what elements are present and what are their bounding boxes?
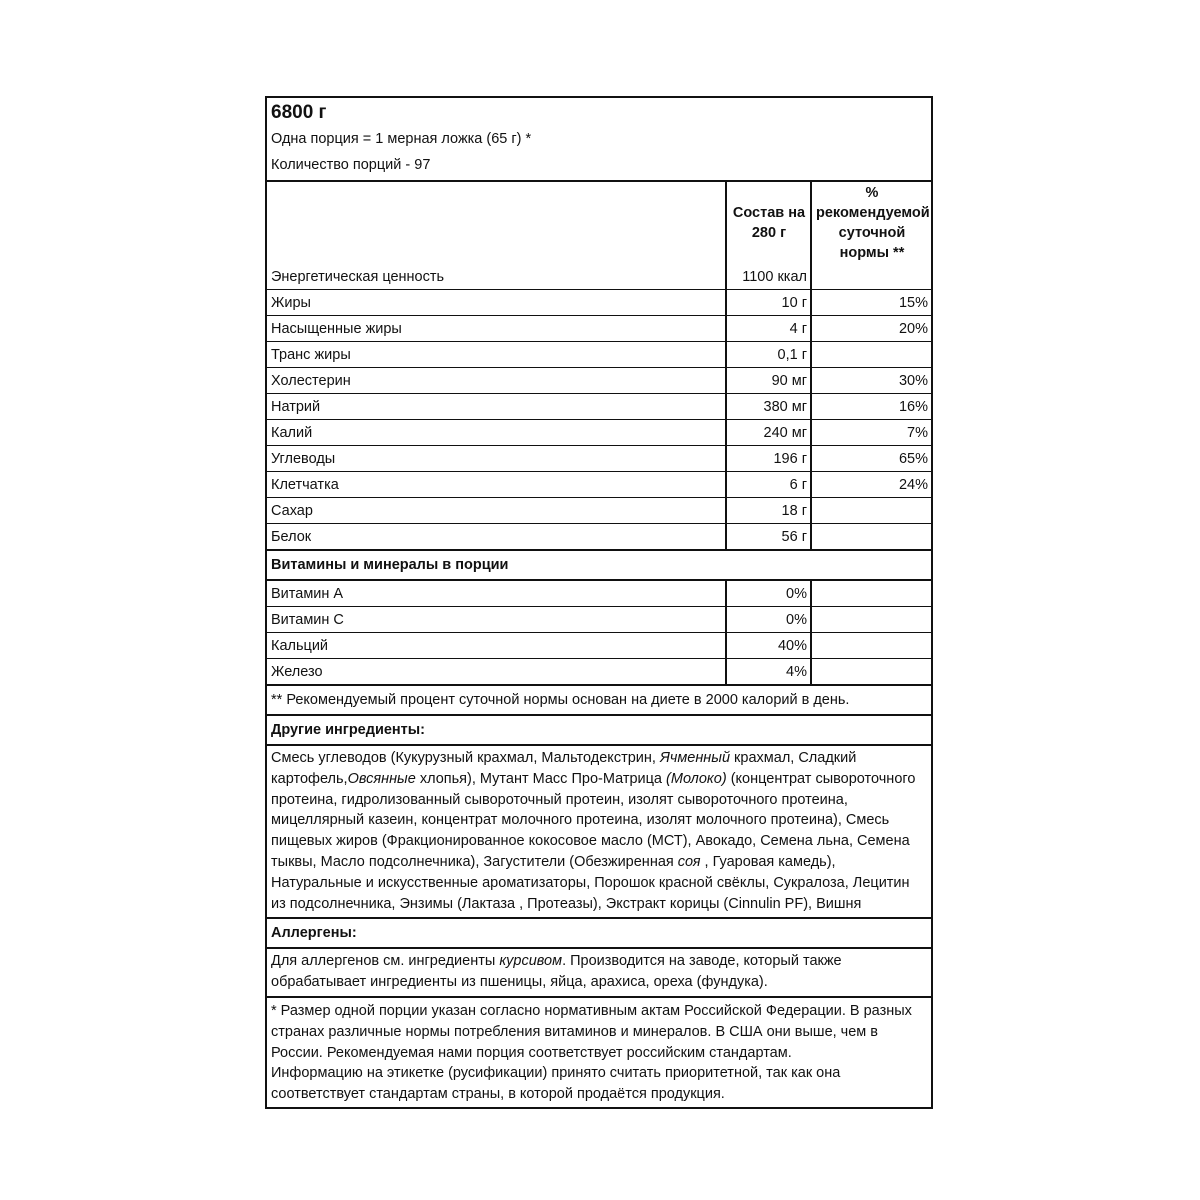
row-amount: 6 г bbox=[726, 472, 811, 498]
label-header bbox=[267, 98, 931, 180]
text-segment: Для аллергенов см. ингредиенты bbox=[271, 953, 500, 970]
vitamins-title: Витамины и минералы в порции bbox=[267, 549, 931, 579]
nutrition-label bbox=[265, 96, 933, 1109]
nutrients-section bbox=[267, 180, 931, 549]
row-name: Натрий bbox=[267, 394, 726, 420]
row-amount: 56 г bbox=[726, 524, 811, 550]
table-row bbox=[267, 472, 931, 498]
italic-allergen-text: (Молоко) bbox=[666, 770, 727, 787]
row-amount: 4% bbox=[726, 659, 811, 685]
row-name: Жиры bbox=[267, 290, 726, 316]
table-row bbox=[267, 607, 931, 633]
row-dv bbox=[811, 524, 931, 550]
table-row bbox=[267, 498, 931, 524]
row-dv bbox=[811, 264, 931, 290]
row-amount: 0,1 г bbox=[726, 342, 811, 368]
table-row bbox=[267, 446, 931, 472]
row-amount: 0% bbox=[726, 581, 811, 607]
row-dv: 15% bbox=[811, 290, 931, 316]
row-name: Железо bbox=[267, 659, 726, 685]
table-row bbox=[267, 633, 931, 659]
row-amount: 0% bbox=[726, 607, 811, 633]
text-segment: крахмал, Сладкий картофель, bbox=[271, 750, 857, 787]
text-segment: Смесь углеводов (Кукурузный крахмал, Мальтодекстрин, bbox=[271, 750, 660, 766]
table-row bbox=[267, 342, 931, 368]
row-dv bbox=[811, 633, 931, 659]
row-dv bbox=[811, 342, 931, 368]
table-row bbox=[267, 264, 931, 290]
italic-allergen-text: курсивом bbox=[499, 953, 563, 970]
row-name: Кальций bbox=[267, 633, 726, 659]
dv-note: ** Рекомендуемый процент суточной нормы основан на диете в 2000 калорий в день. bbox=[267, 684, 931, 714]
row-name: Витамин С bbox=[267, 607, 726, 633]
row-amount: 196 г bbox=[726, 446, 811, 472]
row-dv: 30% bbox=[811, 368, 931, 394]
row-name: Калий bbox=[267, 420, 726, 446]
table-row bbox=[267, 290, 931, 316]
row-dv bbox=[811, 498, 931, 524]
row-name: Белок bbox=[267, 524, 726, 550]
table-row bbox=[267, 368, 931, 394]
row-amount: 4 г bbox=[726, 316, 811, 342]
ingredients-title: Другие ингредиенты: bbox=[267, 714, 931, 744]
row-amount: 90 мг bbox=[726, 368, 811, 394]
table-row bbox=[267, 659, 931, 685]
vitamin-rows bbox=[267, 581, 931, 684]
text-segment: , Гуаровая камедь), Натуральные и искусственные ароматизаторы, Порошок красной свёклы, Сукралоза, Лецитин из подсолнечника, Энзимы (Лактаза , Протеазы), Экстракт корицы (Cinnulin PF), Вишня bbox=[271, 853, 910, 912]
row-dv bbox=[811, 659, 931, 685]
row-dv: 24% bbox=[811, 472, 931, 498]
row-amount: 40% bbox=[726, 633, 811, 659]
package-weight: 6800 г bbox=[271, 102, 327, 123]
row-amount: 380 мг bbox=[726, 394, 811, 420]
table-row bbox=[267, 394, 931, 420]
table-row bbox=[267, 316, 931, 342]
row-dv: 7% bbox=[811, 420, 931, 446]
italic-allergen-text: Овсянные bbox=[347, 770, 416, 787]
table-row bbox=[267, 524, 931, 550]
text-segment: хлопья), Мутант Масс Про-Матрица bbox=[415, 770, 667, 787]
composition-column-header: Состав на 280 г bbox=[726, 182, 811, 264]
vitamins-table bbox=[267, 581, 931, 684]
row-dv bbox=[811, 607, 931, 633]
row-name: Энергетическая ценность bbox=[271, 268, 445, 285]
table-header-row bbox=[267, 182, 931, 264]
row-name: Транс жиры bbox=[267, 342, 726, 368]
vitamins-section bbox=[267, 579, 931, 684]
header-empty-cell bbox=[267, 182, 726, 264]
row-name: Сахар bbox=[267, 498, 726, 524]
italic-allergen-text: соя bbox=[677, 853, 701, 870]
ingredients-text bbox=[267, 744, 931, 917]
servings-count: Количество порций - 97 bbox=[271, 157, 431, 173]
serving-size: Одна порция = 1 мерная ложка (65 г) * bbox=[271, 131, 532, 147]
nutrient-rows bbox=[267, 264, 931, 549]
dv-column-header: % рекомендуемой суточной нормы ** bbox=[811, 182, 931, 264]
row-name: Насыщенные жиры bbox=[267, 316, 726, 342]
row-dv bbox=[811, 581, 931, 607]
row-dv: 65% bbox=[811, 446, 931, 472]
row-name: Витамин А bbox=[271, 585, 344, 602]
row-name: Клетчатка bbox=[267, 472, 726, 498]
row-amount: 1100 ккал bbox=[726, 264, 811, 290]
row-dv: 16% bbox=[811, 394, 931, 420]
row-dv: 20% bbox=[811, 316, 931, 342]
row-amount: 18 г bbox=[726, 498, 811, 524]
row-name: Углеводы bbox=[267, 446, 726, 472]
nutrients-table bbox=[267, 182, 931, 549]
row-amount: 10 г bbox=[726, 290, 811, 316]
row-name: Холестерин bbox=[267, 368, 726, 394]
footnote-priority: Информацию на этикетке (русификации) принято считать приоритетной, так как она соответствует стандартам страны, в которой продаётся продукция. bbox=[271, 1065, 841, 1103]
row-amount: 240 мг bbox=[726, 420, 811, 446]
allergens-title: Аллергены: bbox=[267, 917, 931, 947]
italic-allergen-text: Ячменный bbox=[659, 750, 731, 766]
text-segment: (концентрат сывороточного протеина, гидролизованный сывороточный протеин, изолят сывороточного протеина, мицеллярный казеин, концентрат молочного протеина, изолят молочного протеина), Смесь пищевых жиров (Фракционированное кокосовое масло (МСТ), Авокадо, Семена льна, Семена тыквы, Масло подсолнечника), Загустители (Обезжиренная bbox=[271, 770, 916, 870]
table-row bbox=[267, 420, 931, 446]
footnote-regulation: * Размер одной порции указан согласно нормативным актам Российской Федерации. В разных странах различные нормы потребления витаминов и минералов. В США они выше, чем в России. Рекомендуемая нами порция соответствует российским стандартам. bbox=[271, 1002, 912, 1061]
footnote bbox=[267, 996, 931, 1107]
allergens-text bbox=[267, 947, 931, 996]
text-segment: . Производится на заводе, который также обрабатывает ингредиенты из пшеницы, яйца, арахиса, ореха (фундука). bbox=[271, 953, 842, 991]
table-row bbox=[267, 581, 931, 607]
